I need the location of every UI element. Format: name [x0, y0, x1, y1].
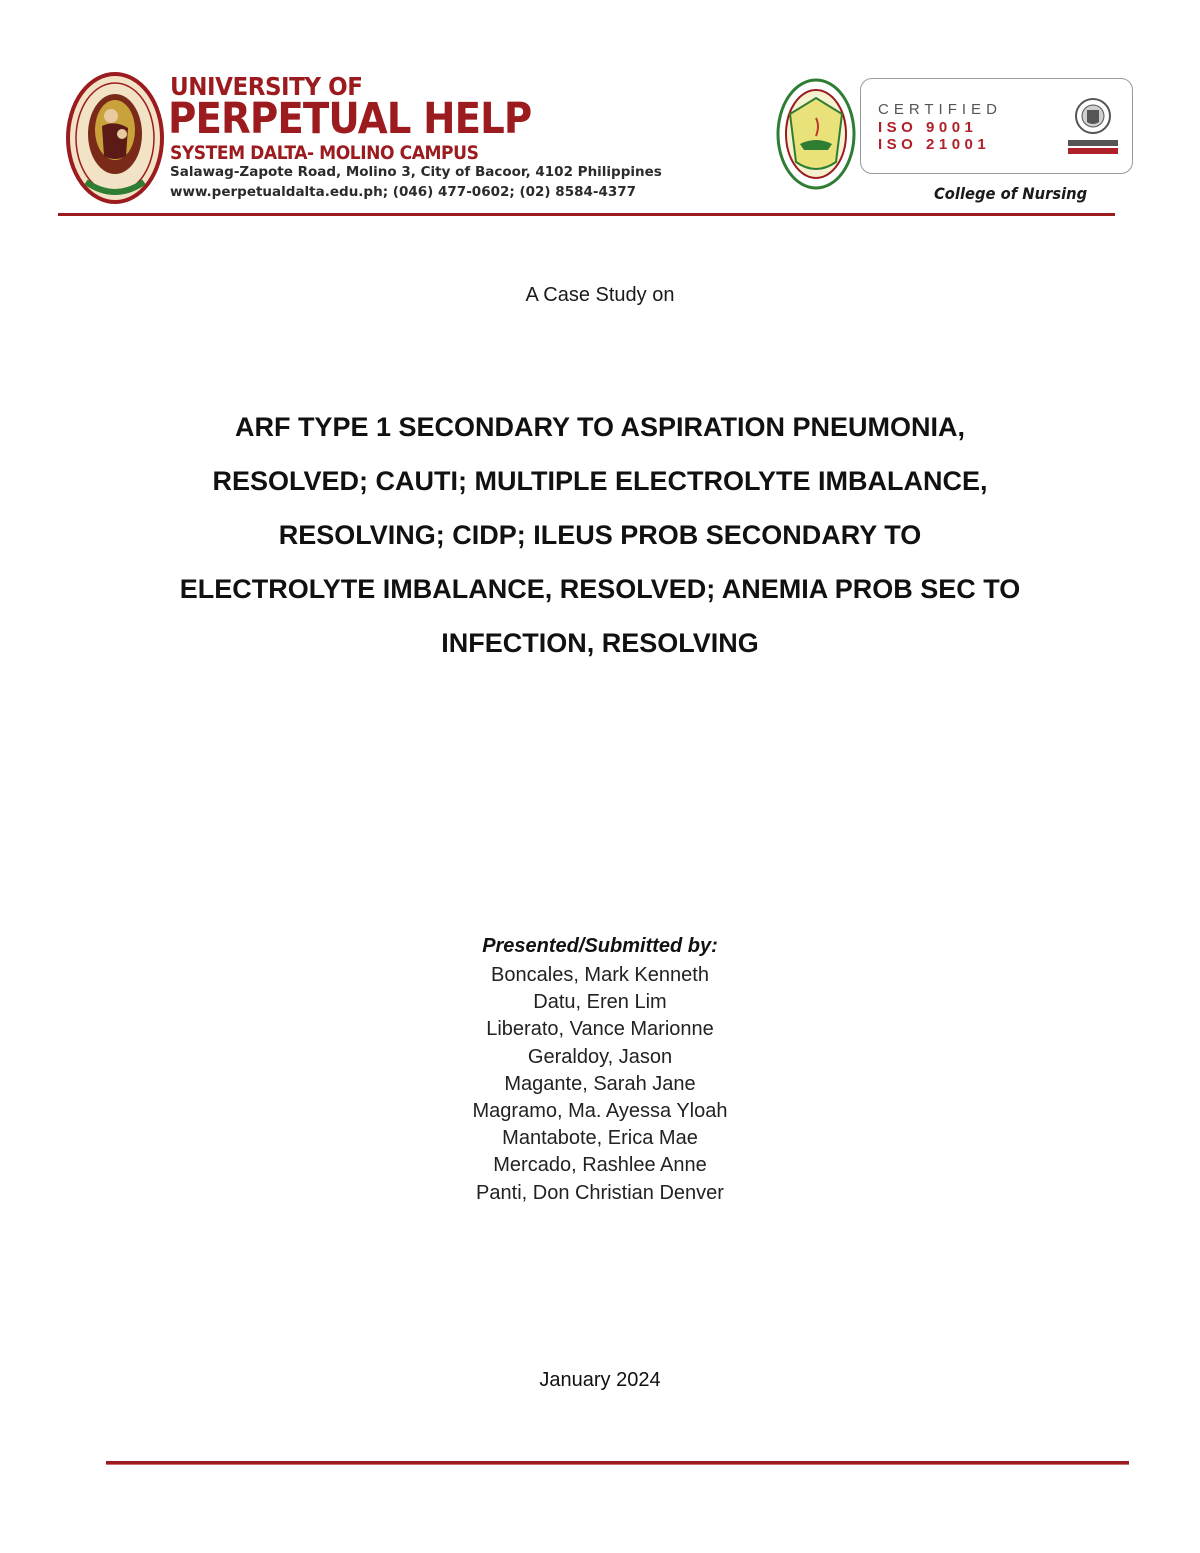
author-name: Mantabote, Erica Mae [502, 1127, 698, 1150]
author-name: Liberato, Vance Marionne [486, 1018, 714, 1041]
university-contact: www.perpetualdalta.edu.ph; (046) 477-0602; (02) 8584-4377 [170, 184, 637, 200]
university-seal-icon [66, 70, 164, 206]
campus-name: SYSTEM DALTA- MOLINO CAMPUS [170, 142, 479, 164]
university-name-line2: PERPETUAL HELP [168, 94, 532, 144]
presented-by-label: Presented/Submitted by: [482, 935, 718, 957]
title-line: ARF TYPE 1 SECONDARY TO ASPIRATION PNEUMONIA, [234, 412, 966, 442]
author-name: Panti, Don Christian Denver [476, 1181, 724, 1204]
certified-label: CERTIFIED [878, 101, 1002, 118]
case-study-title [0, 400, 1200, 670]
title-line: INFECTION, RESOLVING [441, 628, 759, 658]
author-name: Mercado, Rashlee Anne [493, 1154, 707, 1177]
author-name: Magante, Sarah Jane [504, 1072, 696, 1095]
author-name: Geraldoy, Jason [527, 1045, 673, 1068]
header-divider [58, 213, 1115, 216]
college-name: College of Nursing [934, 184, 1088, 203]
title-line: RESOLVING; CIDP; ILEUS PROB SECONDARY TO [278, 520, 922, 550]
document-date: January 2024 [539, 1369, 661, 1391]
footer-divider-shadow [106, 1464, 1129, 1465]
document-subtitle: A Case Study on [525, 284, 675, 306]
university-name-line1: UNIVERSITY OF [170, 72, 363, 101]
university-address: Salawag-Zapote Road, Molino 3, City of Bacoor, 4102 Philippines [170, 164, 662, 180]
college-of-nursing-seal-icon [776, 78, 856, 190]
title-line: RESOLVED; CAUTI; MULTIPLE ELECTROLYTE IMBALANCE, [212, 466, 988, 496]
iso-21001-label: ISO 21001 [878, 136, 991, 153]
iso-9001-label: ISO 9001 [878, 119, 978, 136]
author-name: Datu, Eren Lim [533, 991, 667, 1014]
bureau-veritas-logo-icon [1066, 94, 1120, 158]
author-name: Magramo, Ma. Ayessa Yloah [472, 1100, 728, 1123]
author-name: Boncales, Mark Kenneth [491, 964, 709, 986]
author-list [0, 962, 1200, 1207]
title-line: ELECTROLYTE IMBALANCE, RESOLVED; ANEMIA PROB SEC TO [179, 574, 1021, 604]
